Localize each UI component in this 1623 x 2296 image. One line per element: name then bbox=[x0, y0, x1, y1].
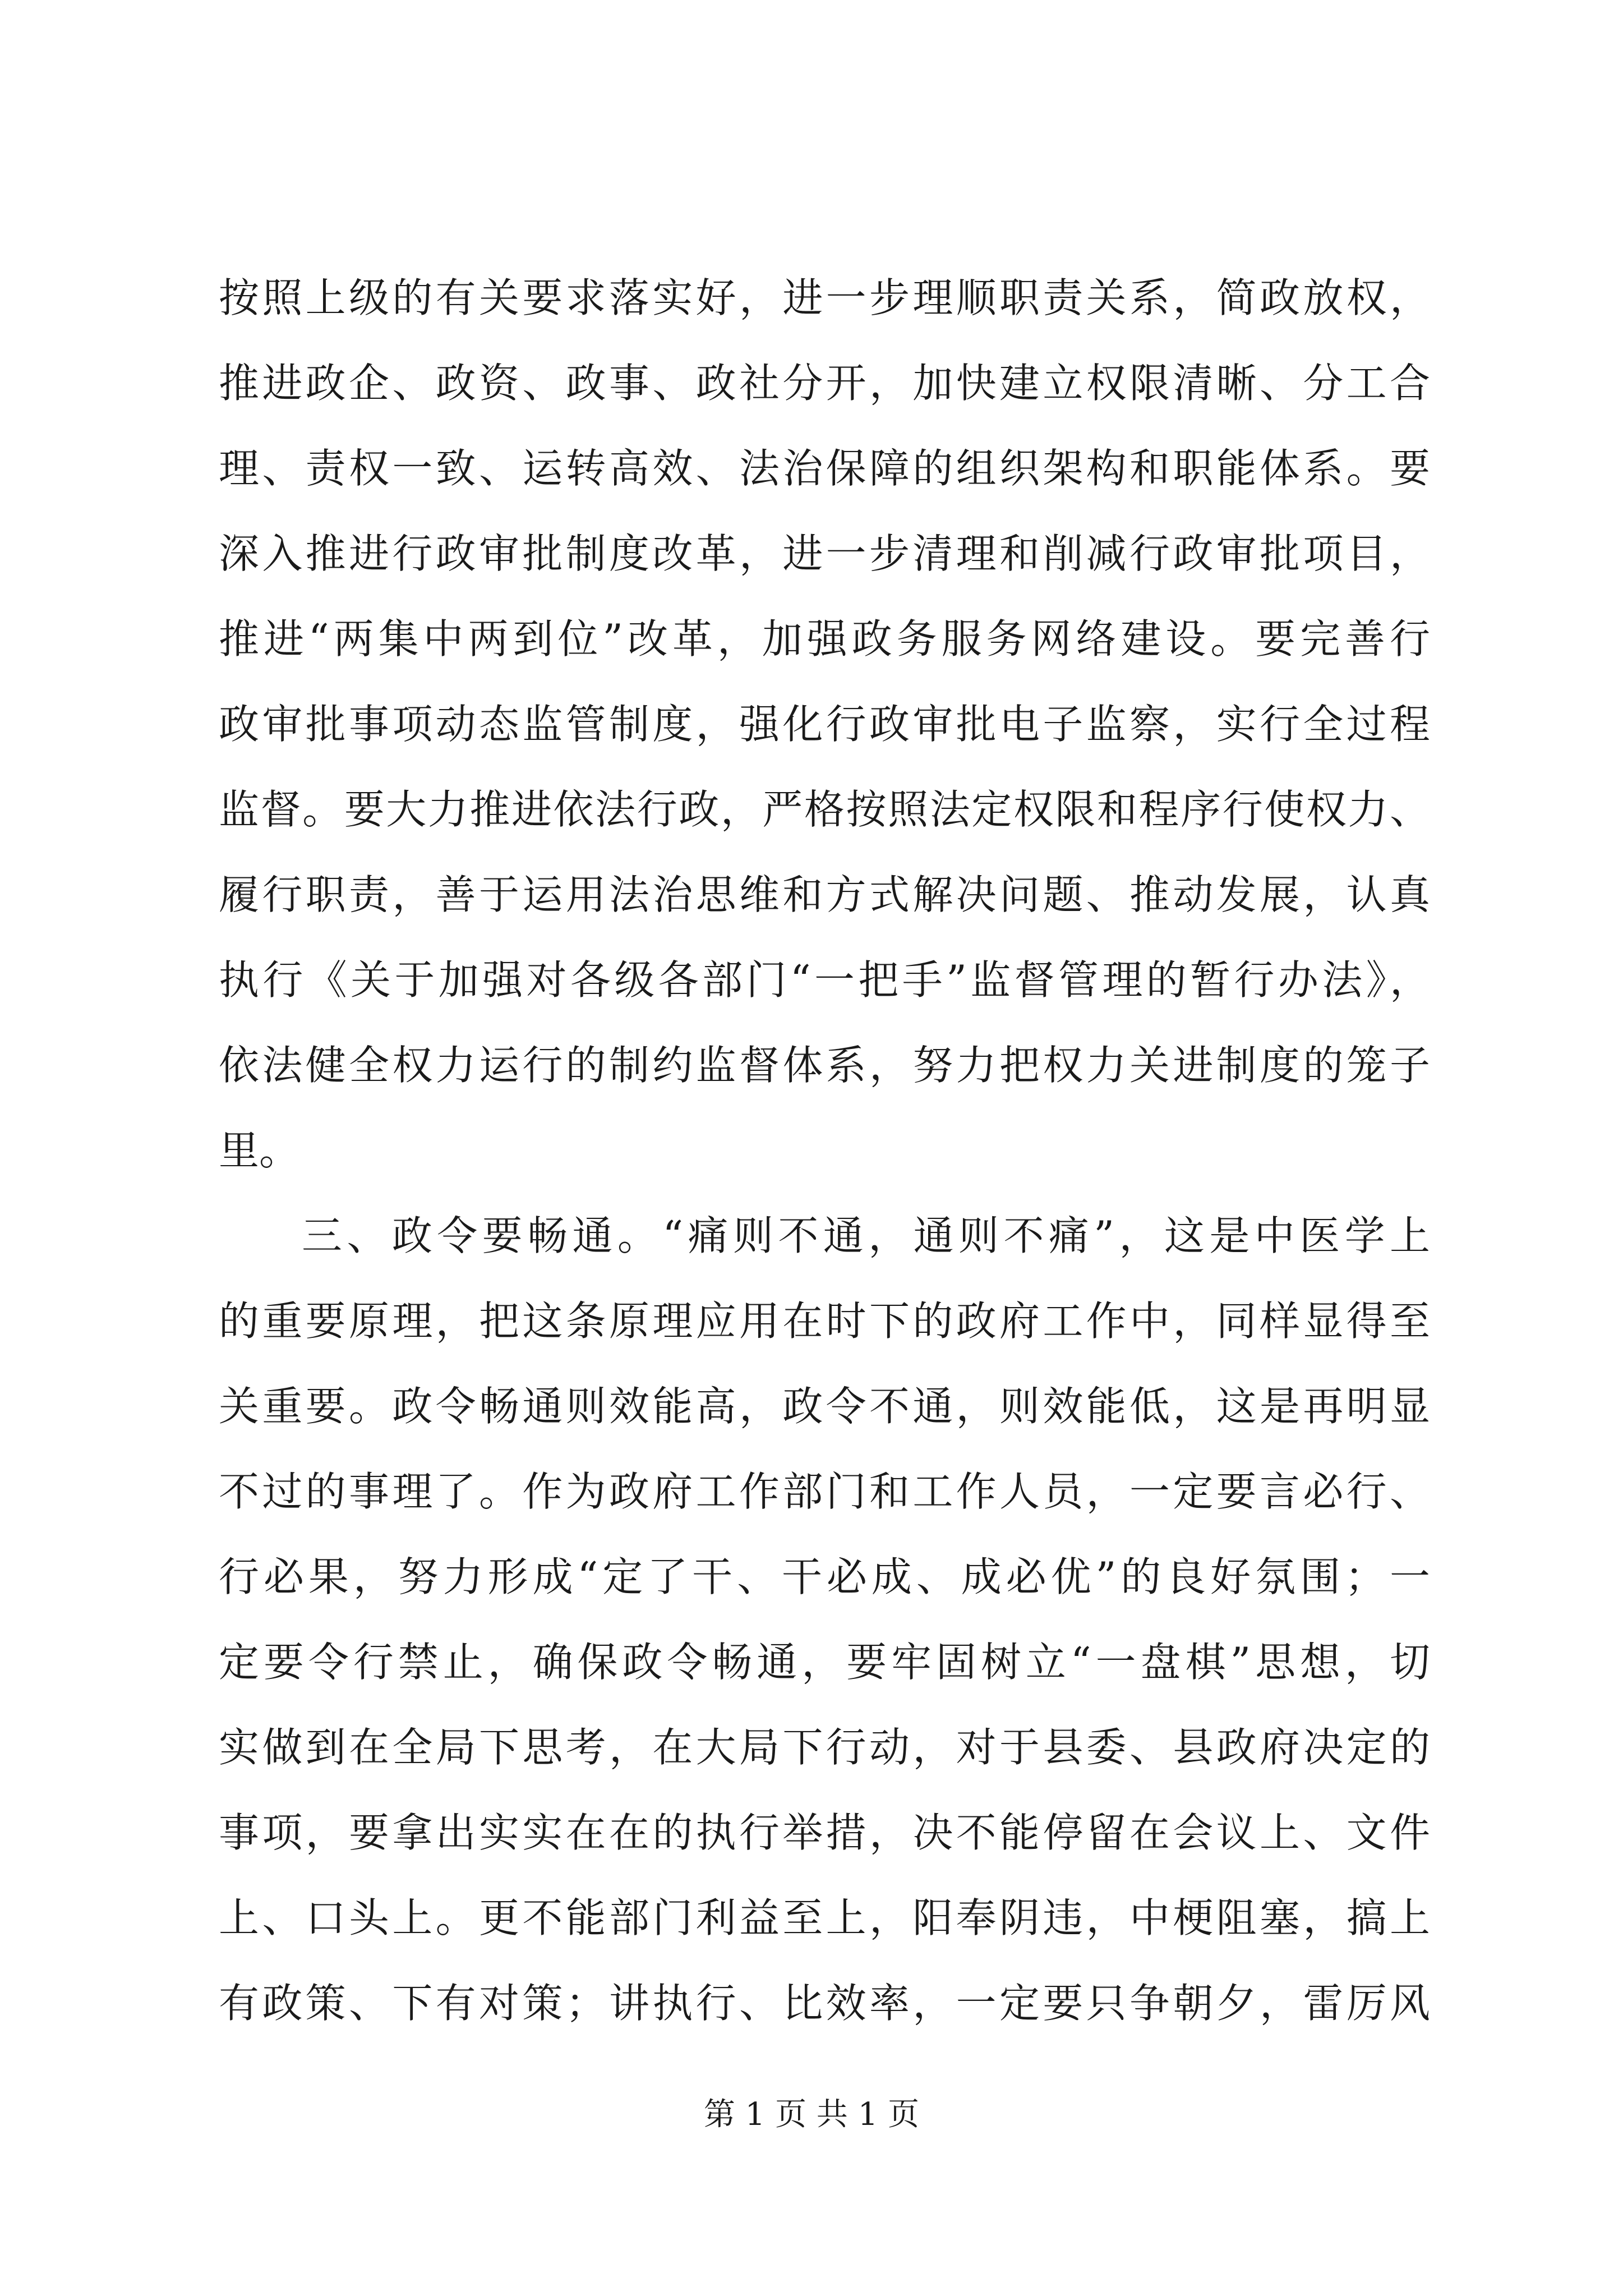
text-line: 有政策、下有对策；讲执行、比效率，一定要只争朝夕，雷厉风 bbox=[219, 1980, 1430, 2027]
text-line: 不过的事理了。作为政府工作部门和工作人员，一定要言必行、 bbox=[219, 1468, 1430, 1515]
text-line: 行必果，努力形成“定了干、干必成、成必优”的良好氛围；一 bbox=[219, 1553, 1430, 1600]
text-line: 政审批事项动态监管制度，强化行政审批电子监察，实行全过程 bbox=[219, 701, 1430, 748]
text-line: 事项，要拿出实实在在的执行举措，决不能停留在会议上、文件 bbox=[219, 1809, 1430, 1856]
page-footer bbox=[0, 2095, 1623, 2134]
text-line: 深入推进行政审批制度改革，进一步清理和削减行政审批项目， bbox=[219, 530, 1430, 577]
text-line: 的重要原理，把这条原理应用在时下的政府工作中，同样显得至 bbox=[219, 1297, 1430, 1345]
text-line: 推进政企、政资、政事、政社分开，加快建立权限清晰、分工合 bbox=[219, 360, 1430, 407]
text-line: 实做到在全局下思考，在大局下行动，对于县委、县政府决定的 bbox=[219, 1724, 1430, 1771]
text-line: 按照上级的有关要求落实好，进一步理顺职责关系，简政放权， bbox=[219, 274, 1430, 321]
text-line: 履行职责，善于运用法治思维和方式解决问题、推动发展，认真 bbox=[219, 871, 1430, 918]
text-line: 关重要。政令畅通则效能高，政令不通，则效能低，这是再明显 bbox=[219, 1383, 1430, 1430]
page-number: 第 1 页 共 1 页 bbox=[703, 2096, 920, 2133]
body-text bbox=[219, 255, 1430, 2046]
text-line: 执行《关于加强对各级各部门“一把手”监督管理的暂行办法》， bbox=[219, 956, 1430, 1004]
text-line: 推进“两集中两到位”改革，加强政务服务网络建设。要完善行 bbox=[219, 615, 1430, 662]
text-line: 上、口头上。更不能部门利益至上，阳奉阴违，中梗阻塞，搞上 bbox=[219, 1894, 1430, 1941]
text-line: 监督。要大力推进依法行政，严格按照法定权限和程序行使权力、 bbox=[219, 786, 1430, 833]
text-line: 理、责权一致、运转高效、法治保障的组织架构和职能体系。要 bbox=[219, 445, 1430, 492]
text-line: 定要令行禁止，确保政令畅通，要牢固树立“一盘棋”思想，切 bbox=[219, 1639, 1430, 1686]
text-line: 里。 bbox=[219, 1127, 300, 1174]
paragraph-first-line: 三、政令要畅通。“痛则不通，通则不痛”，这是中医学上 bbox=[302, 1212, 1430, 1259]
text-line: 依法健全权力运行的制约监督体系，努力把权力关进制度的笼子 bbox=[219, 1042, 1430, 1089]
